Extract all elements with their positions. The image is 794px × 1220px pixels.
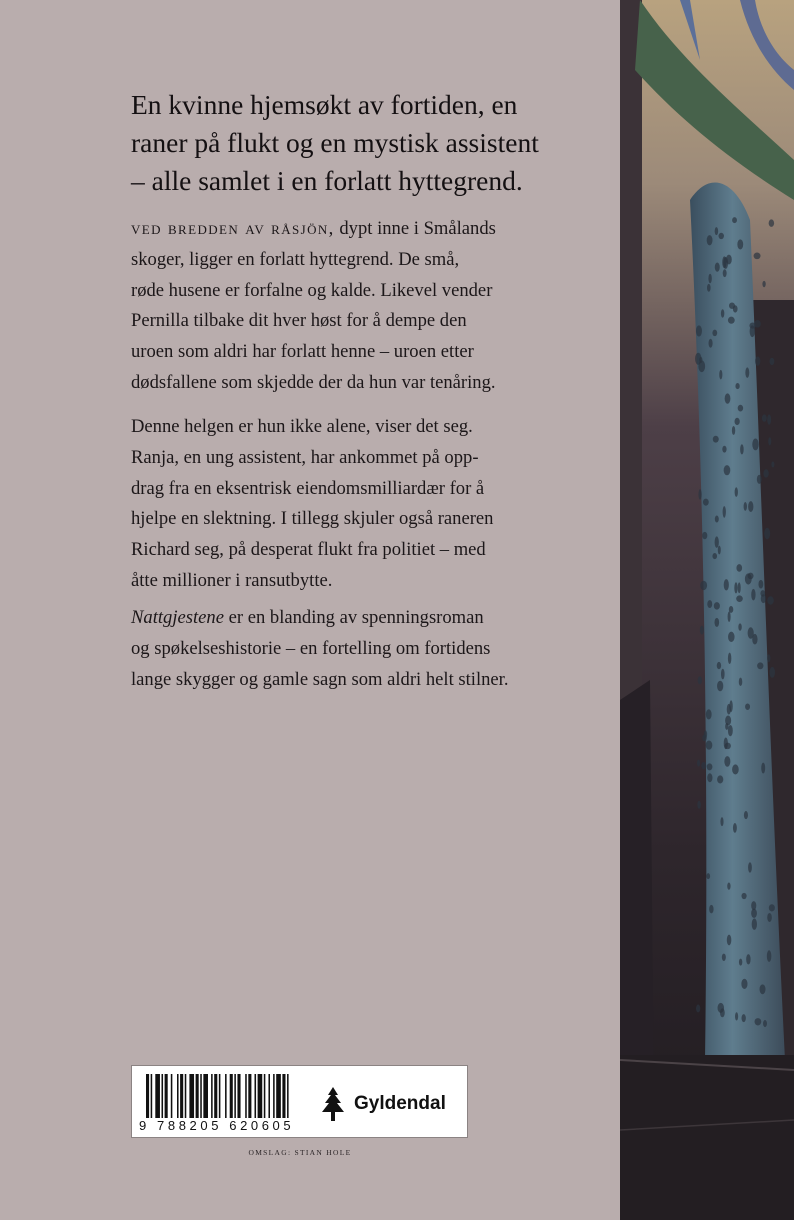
blurb-line: lange skygger og gamle sagn som aldri helt stilner. (131, 668, 509, 690)
cover-artwork-strip (620, 0, 794, 1220)
tagline (131, 86, 601, 200)
blurb-paragraph-3 (131, 603, 601, 695)
tagline-line: raner på flukt og en mystisk assistent (131, 127, 539, 158)
blurb-line: drag fra en eksentrisk eiendomsmilliardær for å (131, 477, 485, 499)
blurb-paragraph-1 (131, 214, 601, 399)
publisher-name: Gyldendal (354, 1093, 446, 1114)
blurb-line-rest: dypt inne i Smålands (334, 218, 496, 239)
blurb-line: åtte millioner i ransutbytte. (131, 569, 333, 591)
forest-illustration (620, 0, 794, 1220)
tagline-line: En kvinne hjemsøkt av fortiden, en (131, 89, 518, 120)
barcode-box (131, 1065, 468, 1138)
tagline-line: – alle samlet i en forlatt hyttegrend. (131, 165, 523, 196)
blurb-line-rest: er en blanding av spenningsroman (223, 607, 484, 628)
blurb-line: og spøkelseshistorie – en fortelling om fortidens (131, 637, 491, 659)
blurb-line: dødsfallene som skjedde der da hun var tenåring. (131, 371, 496, 393)
blurb-line (131, 214, 601, 245)
blurb-line: Denne helgen er hun ikke alene, viser det seg. (131, 416, 473, 437)
blurb-line: røde husene er forfalne og kalde. Likevel vender (131, 279, 493, 301)
blurb-line: Richard seg, på desperat flukt fra politiet – med (131, 539, 486, 561)
pine-tree-icon (318, 1086, 348, 1122)
blurb-line: Pernilla tilbake dit hver høst for å dempe den (131, 310, 467, 332)
blurb-line: skoger, ligger en forlatt hyttegrend. De små, (131, 248, 460, 270)
isbn-number: 9 788205 620605 (139, 1118, 295, 1133)
blurb-line (131, 603, 601, 634)
cover-credit: OMSLAG: STIAN HOLE (248, 1148, 352, 1157)
blurb-line: uroen som aldri har forlatt henne – uroen etter (131, 341, 474, 363)
blurb-line: Ranja, en ung assistent, har ankommet på opp- (131, 446, 479, 468)
blurb-line: hjelpe en slektning. I tillegg skjuler også raneren (131, 508, 494, 530)
lead-in-smallcaps: ved bredden av råsjön, (131, 218, 335, 239)
blurb-paragraph-2 (131, 412, 601, 597)
book-title-italic: Nattgjestene (131, 607, 224, 628)
publisher-logo (318, 1086, 446, 1122)
